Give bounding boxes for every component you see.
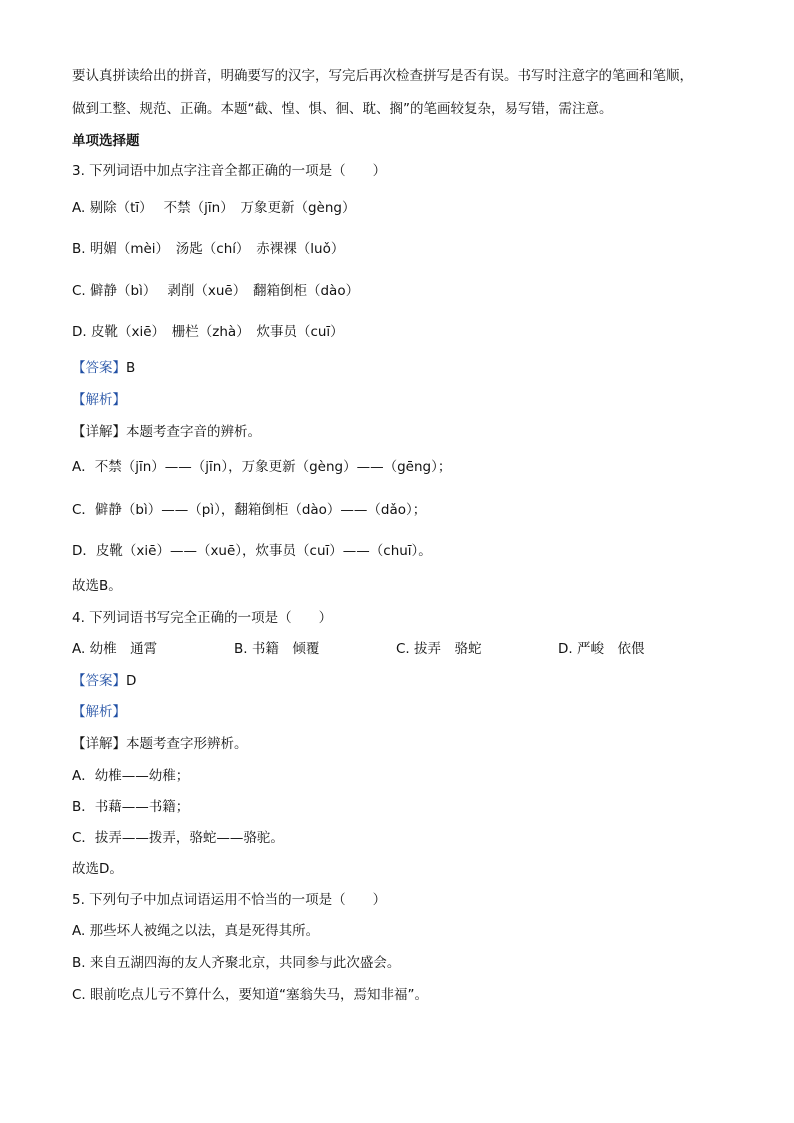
answer-value: B	[126, 360, 136, 376]
q3-conclusion: 故选B。	[72, 578, 122, 594]
answer-tag: 【答案】	[72, 360, 126, 376]
q4-stem: 4. 下列词语书写完全正确的一项是（ ）	[72, 610, 333, 626]
q5-option-a: A. 那些坏人被绳之以法，真是死得其所。	[72, 923, 320, 939]
q4-option-c: C. 拔弄 骆蛇	[396, 641, 482, 657]
q4-analysis-tag: 【解析】	[72, 704, 126, 720]
q3-analysis-tag: 【解析】	[72, 392, 126, 408]
intro-line-2: 做到工整、规范、正确。本题“截、惶、惧、徊、耽、搁”的笔画较复杂，易写错，需注意。	[72, 101, 613, 117]
q3-detail: 【详解】本题考查字音的辨析。	[72, 424, 261, 440]
q3-analysis-line-c: C．僻静（bì）——（pì），翻箱倒柜（dào）——（dǎo）；	[72, 502, 427, 518]
q4-analysis-line-b: B．书藉——书籍；	[72, 799, 190, 815]
q4-option-d: D. 严峻 依偎	[558, 641, 645, 657]
q4-analysis-line-c: C．拔弄——拨弄，骆蛇——骆驼。	[72, 830, 284, 846]
intro-line-1: 要认真拼读给出的拼音，明确要写的汉字，写完后再次检查拼写是否有误。书写时注意字的笔画和笔顺，	[72, 68, 693, 84]
q3-analysis-line-a: A．不禁（jīn）——（jīn），万象更新（gèng）——（gēng）；	[72, 459, 452, 475]
q3-answer	[72, 359, 135, 377]
q4-analysis-line-a: A．幼椎——幼稚；	[72, 768, 190, 784]
q3-stem: 3. 下列词语中加点字注音全都正确的一项是（ ）	[72, 163, 387, 179]
q5-option-b: B. 来自五湖四海的友人齐聚北京，共同参与此次盛会。	[72, 955, 401, 971]
q5-stem: 5. 下列句子中加点词语运用不恰当的一项是（ ）	[72, 892, 387, 908]
q4-conclusion: 故选D。	[72, 861, 123, 877]
answer-value: D	[126, 673, 137, 689]
q3-option-d: D. 皮靴（xiē） 栅栏（zhà） 炊事员（cuī）	[72, 324, 344, 340]
q3-option-a: A. 剔除（tī） 不禁（jīn） 万象更新（gèng）	[72, 200, 356, 216]
q4-option-b: B. 书籍 倾覆	[234, 641, 320, 657]
q5-option-c: C. 眼前吃点儿亏不算什么，要知道“塞翁失马，焉知非福”。	[72, 987, 428, 1003]
section-title: 单项选择题	[72, 133, 140, 149]
q4-option-a: A. 幼椎 通霄	[72, 641, 158, 657]
q4-detail: 【详解】本题考查字形辨析。	[72, 736, 248, 752]
q3-option-c: C. 僻静（bì） 剥削（xuē） 翻箱倒柜（dào）	[72, 283, 360, 299]
q3-option-b: B. 明媚（mèi） 汤匙（chí） 赤裸裸（luǒ）	[72, 241, 345, 257]
q3-analysis-line-d: D．皮靴（xiē）——（xuē），炊事员（cuī）——（chuī）。	[72, 543, 432, 559]
q4-answer	[72, 672, 136, 690]
answer-tag: 【答案】	[72, 673, 126, 689]
